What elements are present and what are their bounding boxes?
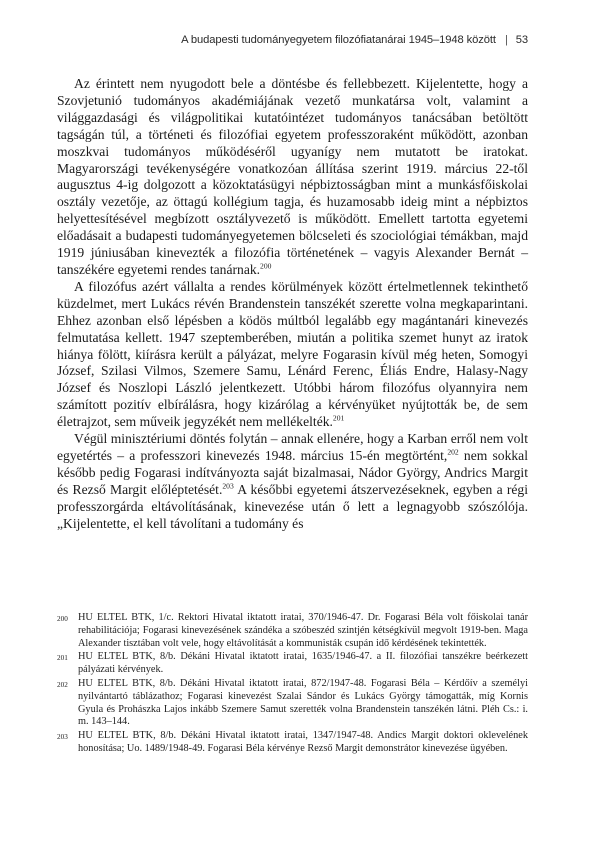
footnote-ref: 201 — [332, 413, 345, 423]
footnote — [57, 612, 528, 650]
footnote-ref: 202 — [447, 447, 459, 457]
footnote-number: 202 — [57, 680, 68, 689]
body-text — [57, 76, 528, 532]
footnotes — [57, 612, 528, 757]
paragraph-text: A filozófus azért vállalta a rendes körülmények között értelmetlennek tekinthető küzdelmet, mert Lukács révén Brandenstein tanszékét szerette volna megkaparintani. Ehhez azonban első lépésben a ködös múltból legalább egy magántanári kinevezés felmutatása kellett. 1947 szeptemberében, miután a politika szemet hunyt az iratok hiánya fölött, kiírásra került a pályázat, melyre Fogarasin kívül még heten, Somogyi József, Szilasi Vilmos, Szemere Samu, Lénárd Ferenc, Éliás Endre, Halasy-Nagy József és Noszlopi László jelentkezett. Utóbbi három filozófus olyannyira nem számított pozitív elbírálásra, hogy kizárólag a kérvényüket nyújtották be, de sem életrajzot, sem műveik jegyzékét nem mellékelték. — [57, 278, 528, 430]
footnote-number: 201 — [57, 654, 68, 663]
footnote-ref: 200 — [260, 261, 272, 271]
footnote-number: 203 — [57, 733, 68, 742]
footnote-text: HU ELTEL BTK, 8/b. Dékáni Hivatal iktatott iratai, 1635/1946-47. a II. filozófiai tanszékre beérkezett pályázati kérvények. — [78, 651, 528, 676]
paragraph-text: Az érintett nem nyugodott bele a döntésbe és fellebbezett. Kijelentette, hogy a Szovjetunió tudományos akadémiájának vezető munkatársa volt, valamint a világgazdasági és világpolitikai kutatóintézet tudományos tanácsában betöltött tagságán túl, a történeti és filozófiai egyetem professzoraként működött, azonban moszkvai tudományos működéséről ugyanígy nem mutatott be iratokat. Magyarországi tevékenységére vonatkozóan állítása szerint 1919. március 22-től augusztus 4-ig dolgozott a közoktatásügyi népbiztosságban mint a munkásfőiskolai osztály vezetője, az öttagú kollégium tagja, és huzamosabb ideig mint a népbiztos helyettesítésével megbízott osztályvezető is működött. Emellett tartotta egyetemi előadásait a budapesti tudományegyetemen bölcseleti és szociológiai témákban, majd 1919 júniusában kinevezték a filozófia történetének – vagyis Alexander Bernát – tanszékére egyetemi rendes tanárnak. — [57, 76, 528, 277]
page-number: 53 — [515, 34, 528, 46]
footnote — [57, 730, 528, 756]
footnote-text: HU ELTEL BTK, 8/b. Dékáni Hivatal iktatott iratai, 1347/1947-48. Andics Margit doktori oklevelének honosítása; Uo. 1489/1948-49. Fogarasi Béla kérvénye Rezső Margit demonstrátor kinevezése ügyében. — [78, 730, 528, 754]
running-title: A budapesti tudományegyetem filozófiatanárai 1945–1948 között — [181, 34, 496, 46]
footnote-text: HU ELTEL BTK, 1/c. Rektori Hivatal iktatott iratai, 370/1946-47. Dr. Fogarasi Béla volt főiskolai tanár rehabilitációja; Fogarasi kinevezésének szándéka a szóbeszéd szintjén kétségkívül megvolt 1919-ben. Maga Alexander tisztában volt vele, hogy eltávolítását a kommunisták csupán idő kérdésének tekintették. — [78, 612, 528, 649]
footnote-number: 200 — [57, 615, 68, 623]
paragraph — [57, 279, 528, 431]
paragraph-text: A későbbi egyetemi átszervezéseknek, egyben a régi professzorgárda eltávolításának, kinevezése után ő lett a legnagyobb szószólója. „Kijelentette, el kell távolítani a tudomány és — [57, 481, 528, 531]
paragraph-text: Végül minisztériumi döntés folytán – annak ellenére, hogy a Karban erről nem volt egyetértés – a professzori kinevezés 1948. március 15-én megtörtént, — [57, 431, 528, 463]
paragraph — [57, 76, 528, 279]
footnote-ref: 203 — [222, 481, 234, 491]
paragraph — [57, 431, 528, 532]
footnote — [57, 678, 528, 729]
running-header — [160, 34, 528, 46]
footnote-text: HU ELTEL BTK, 8/b. Dékáni Hivatal iktatott iratai, 872/1947-48. Fogarasi Béla – Kérdőív a személyi nyilvántartó táblázathoz; Fogarasi kinevezést Szalai Sándor és Lukács György támogatták, míg Kornis Gyula és Prohászka Lajos inkább Szemere Samut szerették volna Brandenstein tanszékén látni. Pléh Cs.: i. m. 143–144. — [78, 677, 528, 728]
footnote — [57, 651, 528, 677]
paragraph-text: nem sokkal később pedig Fogarasi indítványozta saját bizalmasai, Nádor György, Andrics Margit és Rezső Margit előléptetését. — [57, 447, 528, 497]
header-separator: | — [504, 34, 508, 46]
